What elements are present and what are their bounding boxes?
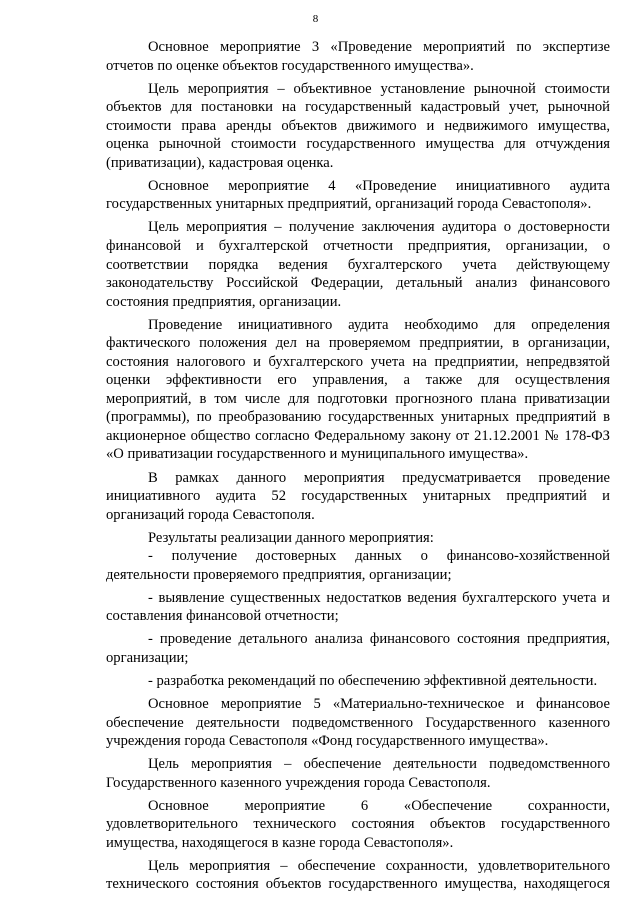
paragraph: Проведение инициативного аудита необходимо для определения фактического положения дел на проверяемом предприятии, в организации, состояния налогового и бухгалтерского учета на предприятии, непредвзятой оценки эффективности его управления, а также для осуществления мероприятий, в том числе для подготовки прогнозного плана приватизации (программы), по преобразованию государственных унитарных предприятий в акционерное общество согласно Федеральному закону от 21.12.2001 № 178-ФЗ «О приватизации государственного и муниципального имущества». [106,316,610,463]
paragraph: Цель мероприятия – объективное установление рыночной стоимости объектов для постановки на государственный кадастровый учет, рыночной стоимости права аренды объектов движимого и недвижимого имущества, оценка рыночной стоимости государственного имущества для отчуждения (приватизации), кадастровая оценка. [106,80,610,171]
paragraph: - проведение детального анализа финансового состояния предприятия, организации; [106,631,610,666]
paragraph: Основное мероприятие 5 «Материально-техническое и финансовое обеспечение деятельности подведомственного Государственного казенного учреждения города Севастополя «Фонд государственного имущества». [106,696,610,750]
paragraph: Цель мероприятия – получение заключения аудитора о достоверности финансовой и бухгалтерской отчетности предприятия, организации, о соответствии порядка ведения бухгалтерского учета действующему законодательству Российской Федерации, детальный анализ финансового состояния предприятия, организации. [106,219,610,310]
page-number: 8 [312,13,319,25]
paragraph: Основное мероприятие 4 «Проведение инициативного аудита государственных унитарных предприятий, организаций города Севастополя». [106,177,610,213]
document-body [106,38,610,894]
paragraph: В рамках данного мероприятия предусматривается проведение инициативного аудита 52 государственных унитарных предприятий и организаций города Севастополя. [106,469,610,523]
paragraph: Цель мероприятия – обеспечение деятельности подведомственного Государственного казенного учреждения города Севастополя. [106,756,610,791]
paragraph: - получение достоверных данных о финансово-хозяйственной деятельности проверяемого предприятия, организации; [106,548,610,583]
paragraph: Цель мероприятия – обеспечение сохранности, удовлетворительного технического состояния объектов государственного имущества, находящегося [106,857,610,893]
paragraph: Основное мероприятие 6 «Обеспечение сохранности, удовлетворительного технического состояния объектов государственного имущества, находящегося в казне города Севастополя». [106,797,610,851]
paragraph: - выявление существенных недостатков ведения бухгалтерского учета и составления финансовой отчетности; [106,589,610,625]
paragraph: - разработка рекомендаций по обеспечению эффективной деятельности. [148,673,598,689]
paragraph: Результаты реализации данного мероприятия: [148,529,434,546]
paragraph: Основное мероприятие 3 «Проведение мероприятий по экспертизе отчетов по оценке объектов государственного имущества». [106,39,610,74]
